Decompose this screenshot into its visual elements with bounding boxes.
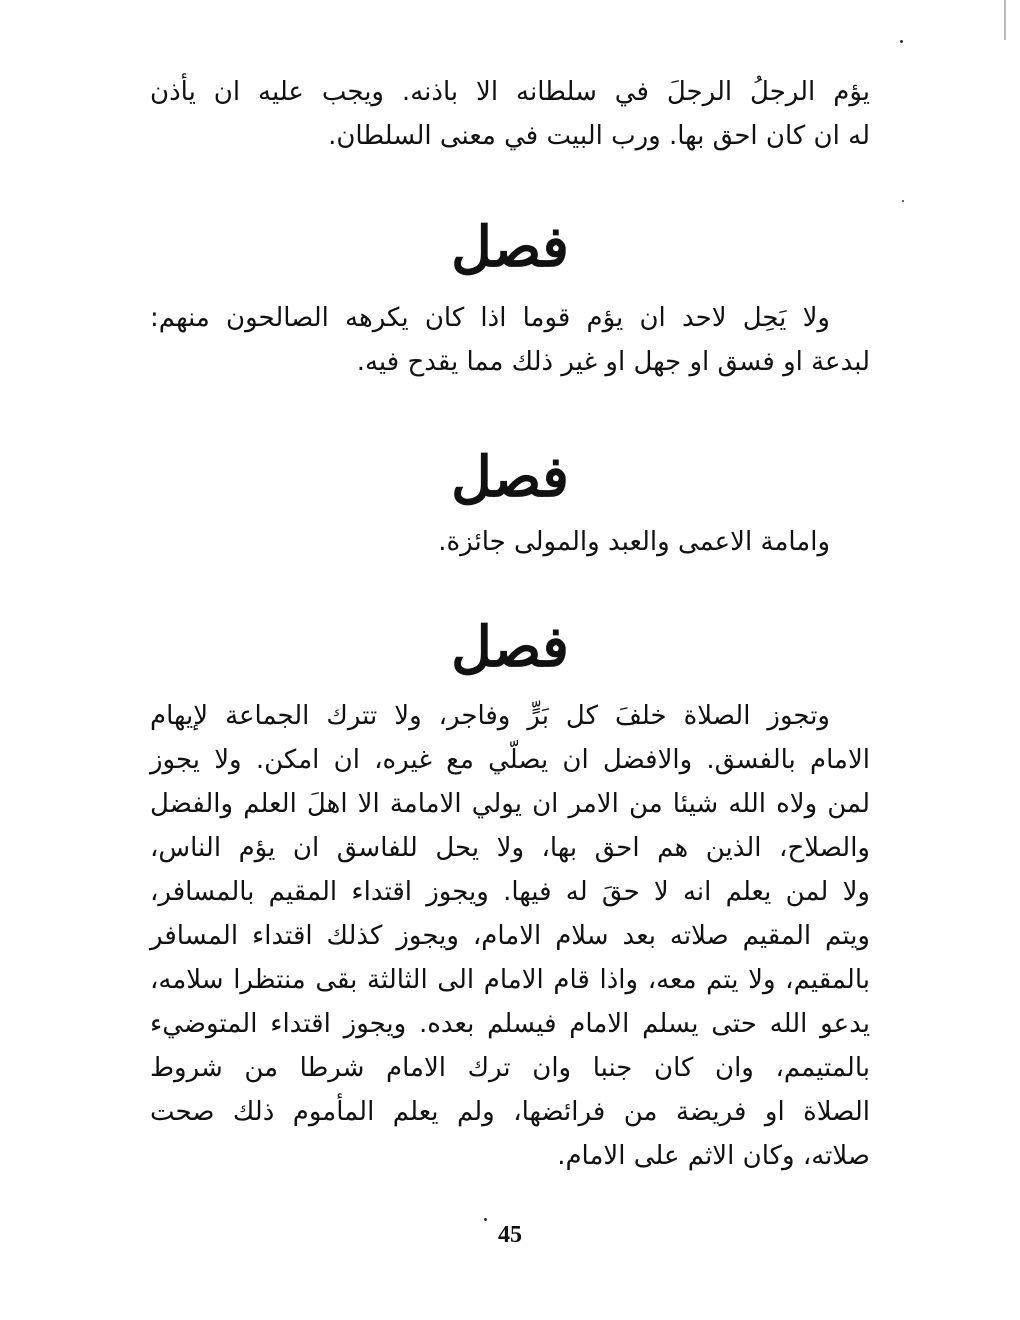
text-line: لبدعة او فسق او جهل او غير ذلك مما يقدح فيه. <box>356 347 870 377</box>
text-line: ويتم المقيم صلاته بعد سلام الامام، ويجوز كذلك اقتداء المسافر <box>150 921 870 951</box>
scan-speck <box>902 200 904 202</box>
text-line: صلاته، وكان الاثم على الامام. <box>557 1141 870 1171</box>
text-line: ولا لمن يعلم انه لا حقَ له فيها. ويجوز اقتداء المقيم بالمسافر، <box>150 877 870 907</box>
text-line: يدعو الله حتى يسلم الامام فيسلم بعده. ويجوز اقتداء المتوضيء <box>150 1009 870 1039</box>
scan-edge-mark <box>1004 0 1006 40</box>
text-line: بالمقيم، ولا يتم معه، واذا قام الامام الى الثالثة بقى منتظرا سلامه، <box>150 965 870 995</box>
text-line: لمن ولاه الله شيئا من الامر ان يولي الامامة الا اهلَ العلم والفضل <box>150 789 870 819</box>
section-paragraph <box>150 296 870 384</box>
text-line: له ان كان احق بها. ورب البيت في معنى السلطان. <box>328 121 870 151</box>
section-heading: فصل <box>451 614 569 680</box>
text-line: بالمتيمم، وان كان جنبا وان ترك الامام شرطا من شروط <box>150 1053 870 1083</box>
text-line: الصلاة او فريضة من فرائضها، ولم يعلم المأموم ذلك صحت <box>150 1097 870 1127</box>
text-line: وتجوز الصلاة خلفَ كل بَرٍّ وفاجر، ولا تترك الجماعة لإيهام <box>150 701 830 731</box>
text-line: والصلاح، الذين هم احق بها، ولا يحل للفاسق ان يؤم الناس، <box>150 833 870 863</box>
text-line: وامامة الاعمى والعبد والمولى جائزة. <box>438 527 830 557</box>
scan-speck <box>900 40 903 43</box>
text-line: الامام بالفسق. والافضل ان يصلّي مع غيره، ان امكن. ولا يجوز <box>150 745 870 775</box>
text-line: ولا يَحِل لاحد ان يؤم قوما اذا كان يكرهه الصالحون منهم: <box>150 303 830 333</box>
intro-paragraph <box>150 70 870 158</box>
page-number: 45 <box>498 1222 522 1248</box>
text-line: يؤم الرجلُ الرجلَ في سلطانه الا باذنه. ويجب عليه ان يأذن <box>150 77 870 107</box>
section-heading: فصل <box>451 214 569 280</box>
section-heading: فصل <box>451 444 569 510</box>
scan-speck <box>484 1218 487 1221</box>
section-paragraph <box>150 694 870 1178</box>
section-paragraph <box>150 520 870 564</box>
